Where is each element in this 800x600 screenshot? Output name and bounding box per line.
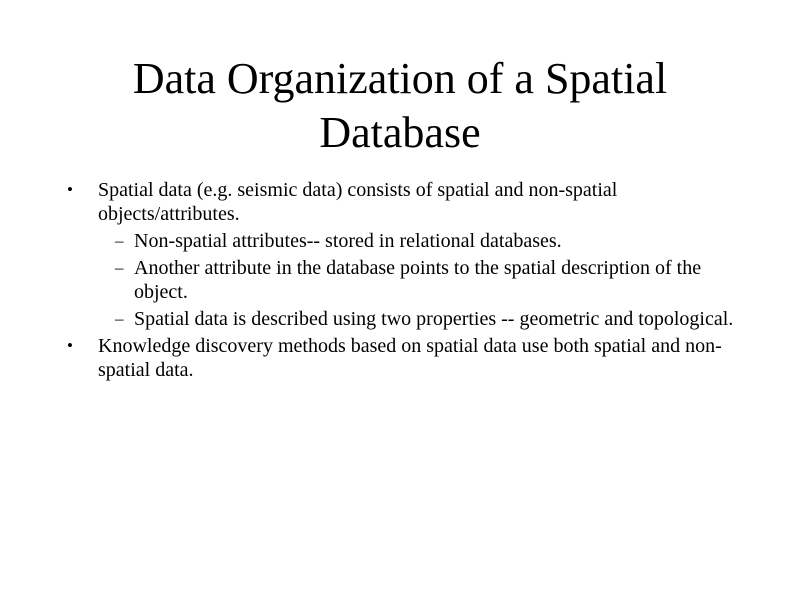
bullet-text: Spatial data (e.g. seismic data) consists of spatial and non-spatial objects/attributes. bbox=[98, 179, 618, 225]
bullet-marker: • bbox=[67, 336, 73, 355]
bullet-item bbox=[0, 178, 800, 331]
sub-item-text: Non-spatial attributes-- stored in relational databases. bbox=[134, 230, 562, 252]
slide-title-line-1: Data Organization of a Spatial bbox=[132, 54, 668, 103]
sub-item-text: Another attribute in the database points to the spatial description of the object. bbox=[134, 257, 702, 303]
bullet-item bbox=[0, 334, 800, 382]
slide-title bbox=[60, 52, 740, 160]
sub-item bbox=[0, 256, 800, 304]
sub-item bbox=[0, 229, 800, 253]
dash-marker: – bbox=[115, 258, 124, 277]
bullet-text: Knowledge discovery methods based on spatial data use both spatial and non-spatial data. bbox=[98, 335, 722, 381]
sub-item-text: Spatial data is described using two properties -- geometric and topological. bbox=[134, 308, 734, 330]
slide-body-list bbox=[0, 178, 800, 385]
sub-list bbox=[0, 229, 800, 331]
dash-marker: – bbox=[115, 231, 124, 250]
slide-title-line-2: Database bbox=[319, 108, 481, 157]
bullet-marker: • bbox=[67, 180, 73, 199]
sub-item bbox=[0, 307, 800, 331]
dash-marker: – bbox=[115, 309, 124, 328]
